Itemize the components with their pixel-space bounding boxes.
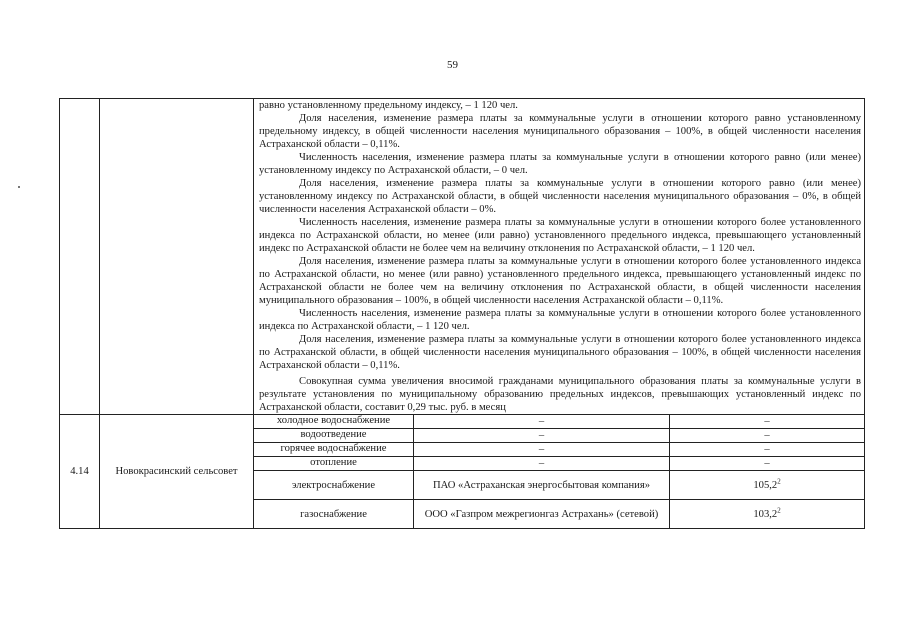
utility-provider: – <box>414 457 670 471</box>
utility-value: – <box>670 415 865 429</box>
utility-provider: – <box>414 429 670 443</box>
utility-value: 105,2$^2$ <box>670 471 865 500</box>
text-paragraph: Доля населения, изменение размера платы за коммунальные услуги в отношении которого более установленного индекса по Астраханской области, в общей численности населения муниципального образования – 100%, в общей численности населения Астраханской области – 0,11%. <box>259 334 862 371</box>
utility-provider: – <box>414 443 670 457</box>
continued-text-row <box>60 99 865 415</box>
utility-value: – <box>670 429 865 443</box>
utility-provider: ПАО «Астраханская энергосбытовая компания» <box>414 471 670 500</box>
text-paragraph: Доля населения, изменение размера платы за коммунальные услуги в отношении которого более установленного индекса по Астраханской области, но менее (или равно) установленного предельного индекса, превышающего установленный индекс по Астраханской области не более чем на величину отклонения по Астраханской области, в общей численности населения муниципального образования – 100%, в общей численности населения Астраханской области – 0,11%. <box>259 256 862 306</box>
text-paragraph: Доля населения, изменение размера платы за коммунальные услуги в отношении которого равно установленному предельному индексу, в общей численности населения муниципального образования – 100%, в общей численности населения Астраханской области – 0,11%. <box>259 113 862 150</box>
utility-value: – <box>670 443 865 457</box>
empty-name-cell <box>100 99 254 415</box>
text-paragraph: Численность населения, изменение размера платы за коммунальные услуги в отношении которого более установленного индекса по Астраханской области, – 1 120 чел. <box>259 308 862 332</box>
utility-provider: – <box>414 415 670 429</box>
utility-value: 103,2$^2$ <box>670 500 865 529</box>
utility-service: электроснабжение <box>254 471 414 500</box>
utility-service: газоснабжение <box>254 500 414 529</box>
utility-value: – <box>670 457 865 471</box>
municipal-index-table <box>59 98 865 529</box>
page-number: 59 <box>447 59 458 71</box>
text-paragraph: Численность населения, изменение размера платы за коммунальные услуги в отношении которого более установленного индекса по Астраханской области, но менее (или равно) установленного предельного индекса, превышающего установленный индекс по Астраханской области не более чем на величину отклонения по Астраханской области, – 1 120 чел. <box>259 217 862 254</box>
utility-service: отопление <box>254 457 414 471</box>
continued-text-cell <box>254 99 865 415</box>
utility-row <box>60 415 865 429</box>
text-paragraph: Численность населения, изменение размера платы за коммунальные услуги в отношении которого равно (или менее) установленному индексу по Астраханской области, – 0 чел. <box>259 152 862 176</box>
empty-number-cell <box>60 99 100 415</box>
text-paragraph: Совокупная сумма увеличения вносимой гражданами муниципального образования платы за коммунальные услуги в результате установления по муниципальному образованию предельных индексов, превышающих установленный индекс по Астраханской области, составит 0,29 тыс. руб. в месяц <box>259 376 862 413</box>
entry-number: 4.14 <box>60 415 100 529</box>
text-paragraph: равно установленному предельному индексу, – 1 120 чел. <box>259 100 518 111</box>
utility-service: горячее водоснабжение <box>254 443 414 457</box>
utility-service: холодное водоснабжение <box>254 415 414 429</box>
text-paragraph: Доля населения, изменение размера платы за коммунальные услуги в отношении которого равно (или менее) установленному индексу по Астраханской области, в общей численности населения муниципального образования – 0%, в общей численности населения Астраханской области – 0%. <box>259 178 862 215</box>
scan-artifact <box>18 186 20 188</box>
utility-provider: ООО «Газпром межрегионгаз Астрахань» (сетевой) <box>414 500 670 529</box>
entry-name: Новокрасинский сельсовет <box>100 415 254 529</box>
utility-service: водоотведение <box>254 429 414 443</box>
